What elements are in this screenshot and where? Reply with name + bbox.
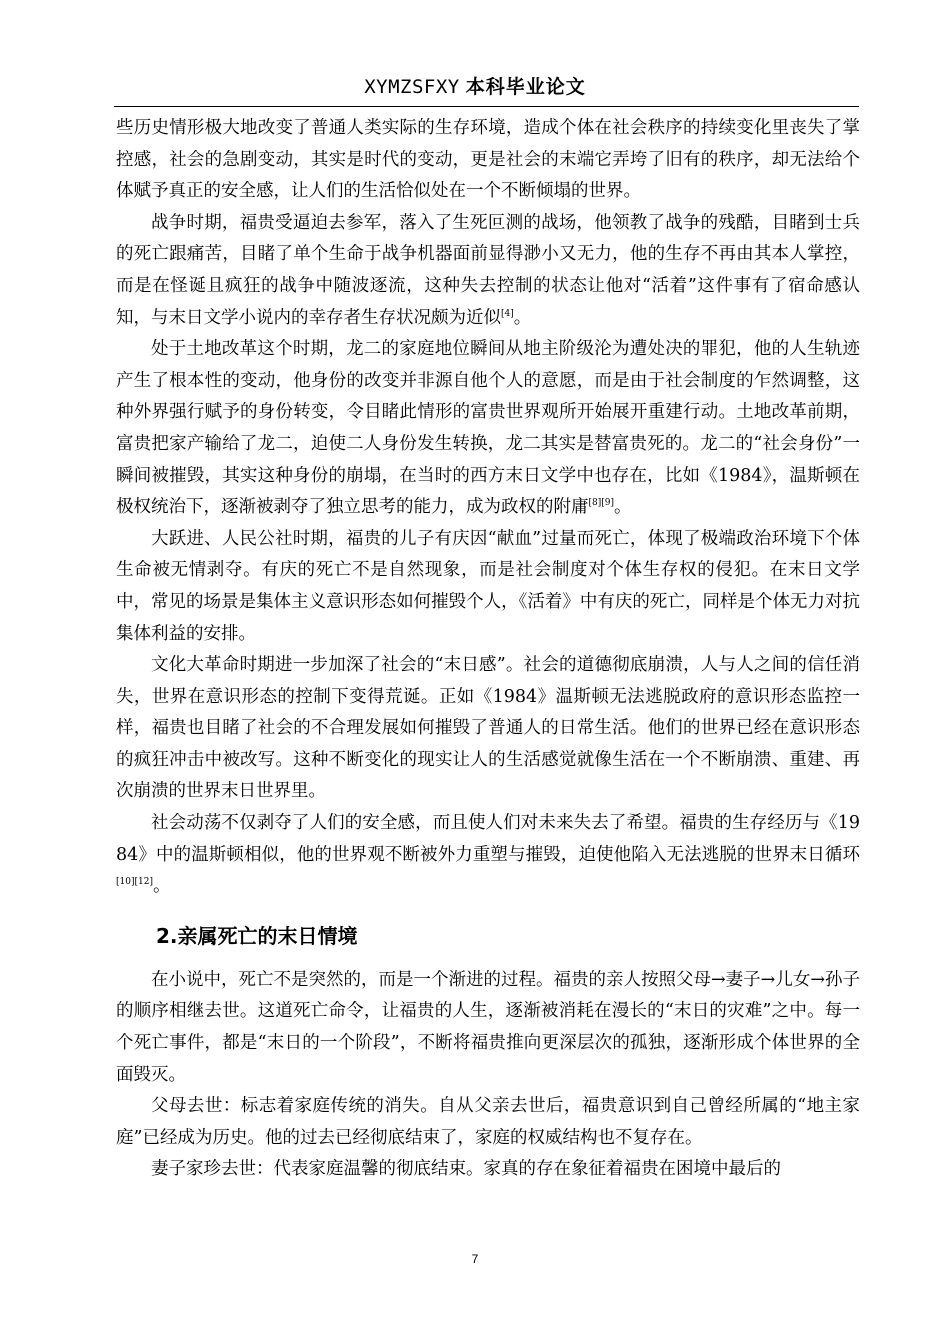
paragraph-text: 些历史情形极大地改变了普通人类实际的生存环境，造成个体在社会秩序的持续变化里丧失了掌控感，社会的急剧变动，其实是时代的变动，更是社会的末端它弄垮了旧有的秩序，却无法给个体赋予真正的安全感，让人们的生活恰似处在一个不断倾塌的世界。 <box>116 118 860 202</box>
paragraph <box>116 208 860 334</box>
paragraph <box>116 524 860 650</box>
citation-ref: [4] <box>501 308 514 319</box>
paragraph-end: 。 <box>513 307 532 328</box>
paragraph <box>116 808 860 903</box>
paragraph-text: 文化大革命时期进一步加深了社会的“末日感”。社会的道德彻底崩溃，人与人之间的信任消失，世界在意识形态的控制下变得荒诞。正如《1984》温斯顿无法逃脱政府的意识形态监控一样，福贵也目睹了社会的不合理发展如何摧毁了普通人的日常生活。他们的世界已经在意识形态的疯狂冲击中被改写。这种不断变化的现实让人的生活感觉就像生活在一个不断崩溃、重建、再次崩溃的世界末日世界里。 <box>116 655 860 802</box>
paragraph <box>116 965 860 1091</box>
citation-ref: [8][9] <box>588 498 614 509</box>
paragraph <box>116 1154 860 1186</box>
paragraph-text: 大跃进、人民公社时期，福贵的儿子有庆因“献血”过量而死亡，体现了极端政治环境下个体生命被无情剥夺。有庆的死亡不是自然现象，而是社会制度对个体生存权的侵犯。在末日文学中，常见的场景是集体主义意识形态如何摧毁个人，《活着》中有庆的死亡，同样是个体无力对抗集体利益的安排。 <box>116 528 860 644</box>
paragraph-text: 社会动荡不仅剥夺了人们的安全感，而且使人们对未来失去了希望。福贵的生存经历与《1984》中的温斯顿相似，他的世界观不断被外力重塑与摧毁，迫使他陷入无法逃脱的世界末日循环 <box>116 813 860 865</box>
paragraph-text: 战争时期，福贵受逼迫去参军，落入了生死叵测的战场，他领教了战争的残酷，目睹到士兵的死亡跟痛苦，目睹了单个生命于战争机器面前显得渺小又无力，他的生存不再由其本人掌控，而是在怪诞且疯狂的战争中随波逐流，这种失去控制的状态让他对“活着”这件事有了宿命感认知，与末日文学小说内的幸存者生存状况颇为近似 <box>116 212 860 328</box>
paragraph-end: 。 <box>614 497 632 518</box>
paragraph <box>116 334 860 524</box>
paragraph-text: 父母去世：标志着家庭传统的消失。自从父亲去世后，福贵意识到自己曾经所属的“地主家庭”已经成为历史。他的过去已经彻底结束了，家庭的权威结构也不复存在。 <box>116 1096 860 1148</box>
citation-ref: [10][12] <box>116 877 153 888</box>
paragraph <box>116 650 860 808</box>
paragraph-end: 。 <box>152 876 171 897</box>
page-number: 7 <box>471 1252 479 1266</box>
document-body <box>116 113 860 1186</box>
header-code: XYMZSFXY <box>364 76 460 98</box>
header-thesis-label: 本科毕业论文 <box>465 76 586 98</box>
section-heading: 2.亲属死亡的末日情境 <box>156 923 358 948</box>
paragraph-text: 妻子家珍去世：代表家庭温馨的彻底结束。家真的存在象征着福贵在困境中最后的 <box>151 1159 781 1180</box>
paragraph <box>116 1091 860 1154</box>
paragraph-text: 在小说中，死亡不是突然的，而是一个渐进的过程。福贵的亲人按照父母→妻子→儿女→孙子的顺序相继去世。这道死亡命令，让福贵的人生，逐渐被消耗在漫长的“末日的灾难”之中。每一个死亡事件，都是“末日的一个阶段”，不断将福贵推向更深层次的孤独，逐渐形成个体世界的全面毁灭。 <box>116 969 860 1085</box>
page-header <box>0 74 950 100</box>
header-divider <box>114 106 859 107</box>
paragraph-text: 处于土地改革这个时期，龙二的家庭地位瞬间从地主阶级沦为遭处决的罪犯，他的人生轨迹产生了根本性的变动，他身份的改变并非源自他个人的意愿，而是由于社会制度的乍然调整，这种外界强行赋予的身份转变，令目睹此情形的富贵世界观所开始展开重建行动。土地改革前期，富贵把家产输给了龙二，迫使二人身份发生转换，龙二其实是替富贵死的。龙二的“社会身份”一瞬间被摧毁，其实这种身份的崩塌，在当时的西方末日文学中也存在，比如《1984》，温斯顿在极权统治下，逐渐被剥夺了独立思考的能力，成为政权的附庸 <box>116 339 860 518</box>
paragraph <box>116 113 860 208</box>
